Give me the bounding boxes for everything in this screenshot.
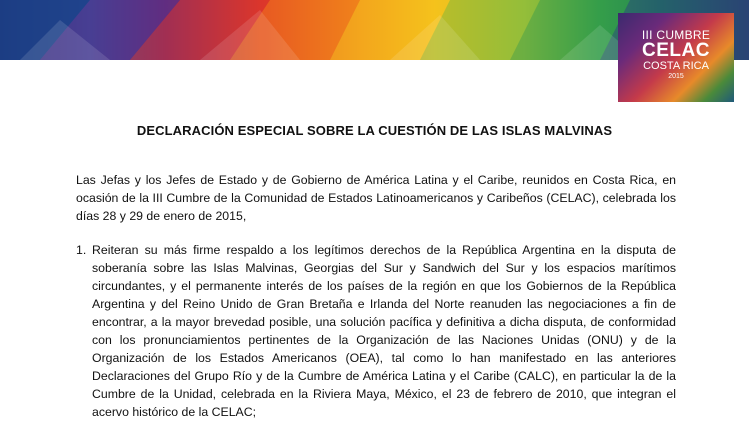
- list-item: [76, 241, 676, 421]
- intro-paragraph: Las Jefas y los Jefes de Estado y de Gobierno de América Latina y el Caribe, reunidos en Costa Rica, en ocasión de la III Cumbre de la Comunidad de Estados Latinoamericanos y Caribeños (CELAC), celebrada los días 28 y 29 de enero de 2015,: [76, 173, 676, 223]
- logo-line-4: 2015: [668, 73, 684, 80]
- logo-line-1: III CUMBRE: [641, 28, 711, 42]
- document-title: DECLARACIÓN ESPECIAL SOBRE LA CUESTIÓN DE LAS ISLAS MALVINAS: [136, 123, 613, 138]
- logo-line-2: CELAC: [642, 40, 710, 61]
- celac-logo: [618, 13, 734, 102]
- list-item-text: Reiteran su más firme respaldo a los legítimos derechos de la República Argentina en la disputa de soberanía sobre las Islas Malvinas, Georgias del Sur y Sandwich del Sur y los espacios marítimos circundantes, y el permanente interés de los países de la región en que los Gobiernos de la República Argentina y del Reino Unido de Gran Bretaña e Irlanda del Norte reanuden las negociaciones a fin de encontrar, a la mayor brevedad posible, una solución pacífica y definitiva a dicha disputa, de conformidad con los pronunciamientos pertinentes de la Organización de las Naciones Unidas (ONU) y de la Organización de los Estados Americanos (OEA), tal como lo han manifestado en las anteriores Declaraciones del Grupo Río y de la Cumbre de América Latina y el Caribe (CALC), en particular la de la Cumbre de la Unidad, celebrada en la Riviera Maya, México, el 23 de febrero de 2010, que integran el acervo histórico de la CELAC;: [92, 243, 676, 419]
- list-item-number: 1.: [76, 243, 87, 257]
- numbered-list: [76, 241, 676, 421]
- logo-line-3: COSTA RICA: [643, 60, 709, 72]
